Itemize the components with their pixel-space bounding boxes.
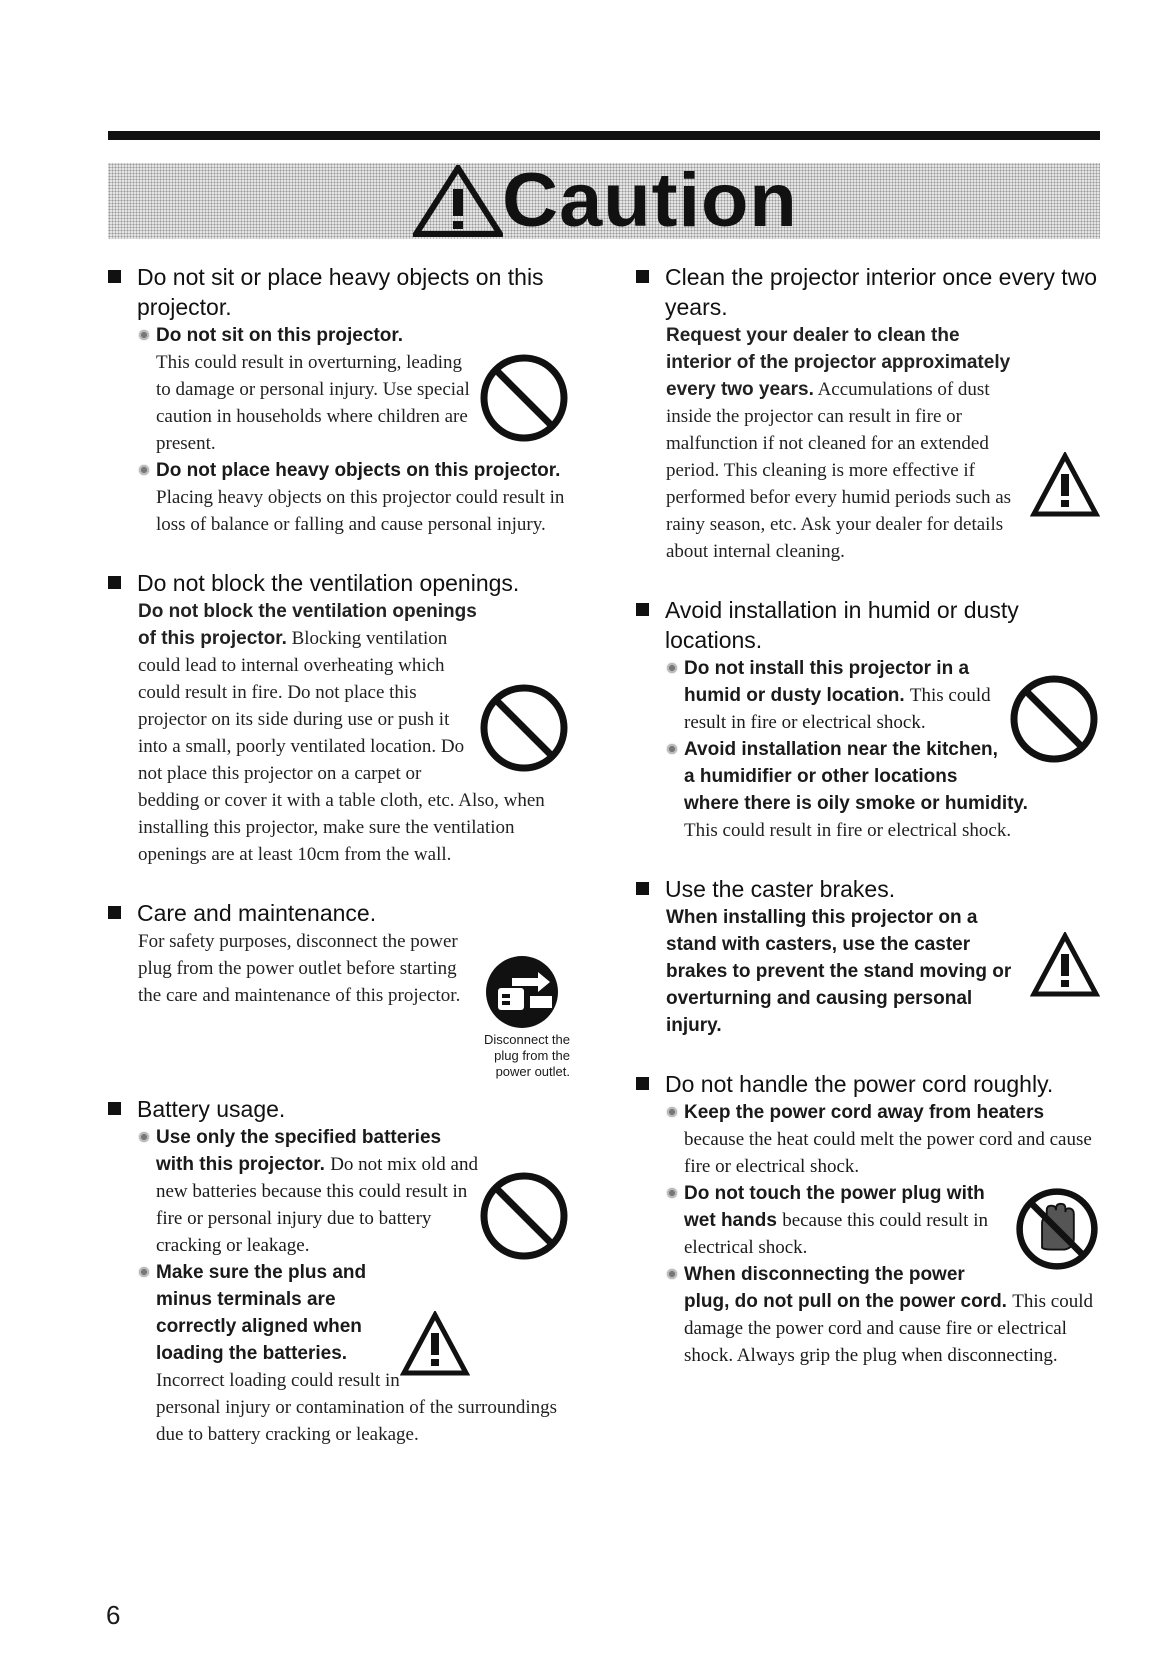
page-number: 6 <box>106 1600 121 1630</box>
prohibition-icon <box>1008 673 1100 765</box>
sub-heading-text: Do not sit on this projector. <box>156 325 403 346</box>
circle-bullet-icon <box>138 1266 150 1278</box>
circle-bullet-icon <box>138 1131 150 1143</box>
icon-caption: Disconnect the plug from the power outlet. <box>484 1032 570 1079</box>
section-battery <box>108 1094 570 1448</box>
sub-heading-text: Keep the power cord away from heaters <box>684 1102 1045 1123</box>
section-clean-interior <box>636 262 1100 565</box>
sub-heading <box>666 1261 1100 1369</box>
paragraph: Placing heavy objects on this projector could result in loss of balance or falling and cause personal injury. <box>156 487 565 535</box>
square-bullet-icon <box>636 603 649 616</box>
lead-text: When installing this projector on a stand with casters, use the caster brakes to prevent the stand moving or overturning and causing personal injury. <box>666 907 1012 1036</box>
section-heading <box>636 1069 1100 1099</box>
sub-heading <box>138 457 570 484</box>
sub-heading-text: Avoid installation near the kitchen, a humidifier or other locations where there is oily smoke or humidity. <box>684 739 1028 814</box>
paragraph: This could result in overturning, leading to damage or personal injury. Use special caution in households where children are present. <box>156 352 470 454</box>
section-heading <box>636 595 1100 655</box>
body-text: because the heat could melt the power cord and cause fire or electrical shock. <box>684 1129 1092 1177</box>
right-column <box>636 262 1100 1399</box>
body-text: Blocking ventilation could lead to internal overheating which could result in fire. Do not place this projector on its side during use or push it into a small, poorly ventilated location. Do not place this projector on a carpet or bedding or cover it with a table cloth, etc. Also, when installing this projector, make sure the ventilation openings are at least 10cm from the wall. <box>138 628 545 865</box>
circle-bullet-icon <box>138 329 150 341</box>
no-wet-hands-icon <box>1014 1186 1100 1272</box>
heading-text: Clean the projector interior once every two years. <box>665 264 1098 320</box>
square-bullet-icon <box>636 270 649 283</box>
heading-text: Care and maintenance. <box>137 900 377 926</box>
circle-bullet-icon <box>666 662 678 674</box>
unplug-icon <box>482 952 562 1032</box>
heading-text: Battery usage. <box>137 1096 286 1122</box>
heading-text: Use the caster brakes. <box>665 876 896 902</box>
section-heading <box>636 262 1100 322</box>
banner-title: Caution <box>502 158 798 243</box>
paragraph: This could result in fire or electrical shock. <box>684 820 1012 841</box>
circle-bullet-icon <box>666 1106 678 1118</box>
sub-heading-text: Make sure the plus and minus terminals are correctly aligned when loading the batteries. <box>156 1262 367 1364</box>
sub-heading <box>666 1099 1100 1180</box>
top-rule <box>108 131 1100 140</box>
circle-bullet-icon <box>666 1268 678 1280</box>
prohibition-icon <box>478 352 570 444</box>
body-text: This could result in fire or electrical shock. <box>684 685 991 733</box>
section-heading <box>108 898 570 928</box>
lead-text: Do not block the ventilation openings of this projector. <box>138 601 477 649</box>
paragraph: For safety purposes, disconnect the power plug from the power outlet before starting the care and maintenance of this projector. <box>138 931 461 1006</box>
sub-heading-text: Do not touch the power plug with wet hands <box>684 1183 985 1231</box>
section-ventilation <box>108 568 570 868</box>
section-care <box>108 898 570 1080</box>
heading-text: Do not sit or place heavy objects on this projector. <box>137 264 544 320</box>
circle-bullet-icon <box>666 743 678 755</box>
section-caster-brakes <box>636 874 1100 1039</box>
square-bullet-icon <box>108 906 121 919</box>
section-power-cord <box>636 1069 1100 1369</box>
square-bullet-icon <box>108 270 121 283</box>
sub-heading <box>138 1259 570 1367</box>
sub-heading <box>138 322 570 349</box>
lead-text: Request your dealer to clean the interior of the projector approximately every two years. <box>666 325 1011 400</box>
square-bullet-icon <box>108 1102 121 1115</box>
section-heading <box>108 1094 570 1124</box>
circle-bullet-icon <box>666 1187 678 1199</box>
prohibition-icon <box>478 1170 570 1262</box>
paragraph: Incorrect loading could result in personal injury or contamination of the surroundings due to battery cracking or leakage. <box>156 1370 558 1445</box>
heading-text: Do not handle the power cord roughly. <box>665 1071 1054 1097</box>
left-column <box>108 262 570 1478</box>
warning-triangle-icon <box>413 165 503 237</box>
sub-heading-text: Use only the specified batteries with this projector. <box>156 1127 442 1175</box>
heading-text: Avoid installation in humid or dusty locations. <box>665 597 1019 653</box>
section-heading <box>636 874 1100 904</box>
caution-banner <box>108 158 1100 243</box>
body-text: because this could result in electrical shock. <box>684 1210 988 1258</box>
prohibition-icon <box>478 682 570 774</box>
section-humid-dusty <box>636 595 1100 844</box>
warning-triangle-icon <box>1030 452 1100 518</box>
section-heavy-objects <box>108 262 570 538</box>
sub-heading-text: Do not install this projector in a humid or dusty location. <box>684 658 970 706</box>
body-text: Do not mix old and new batteries because this could result in fire or personal injury due to battery cracking or leakage. <box>156 1154 478 1256</box>
square-bullet-icon <box>636 1077 649 1090</box>
paragraph <box>666 322 1100 565</box>
square-bullet-icon <box>108 576 121 589</box>
section-heading <box>108 568 570 598</box>
warning-triangle-icon <box>400 1311 470 1377</box>
heading-text: Do not block the ventilation openings. <box>137 570 520 596</box>
sub-heading-text: When disconnecting the power plug, do not pull on the power cord. <box>684 1264 1007 1312</box>
section-heading <box>108 262 570 322</box>
warning-triangle-icon <box>1030 932 1100 998</box>
body-text: Accumulations of dust inside the projector can result in fire or malfunction if not cleaned for an extended period. This cleaning is more effective if performed befor every humid periods such as rainy season, etc. Ask your dealer for details about internal cleaning. <box>666 379 1012 562</box>
sub-heading-text: Do not place heavy objects on this projector. <box>156 460 561 481</box>
body-text: This could damage the power cord and cause fire or electrical shock. Always grip the plug when disconnecting. <box>684 1291 1093 1366</box>
square-bullet-icon <box>636 882 649 895</box>
circle-bullet-icon <box>138 464 150 476</box>
